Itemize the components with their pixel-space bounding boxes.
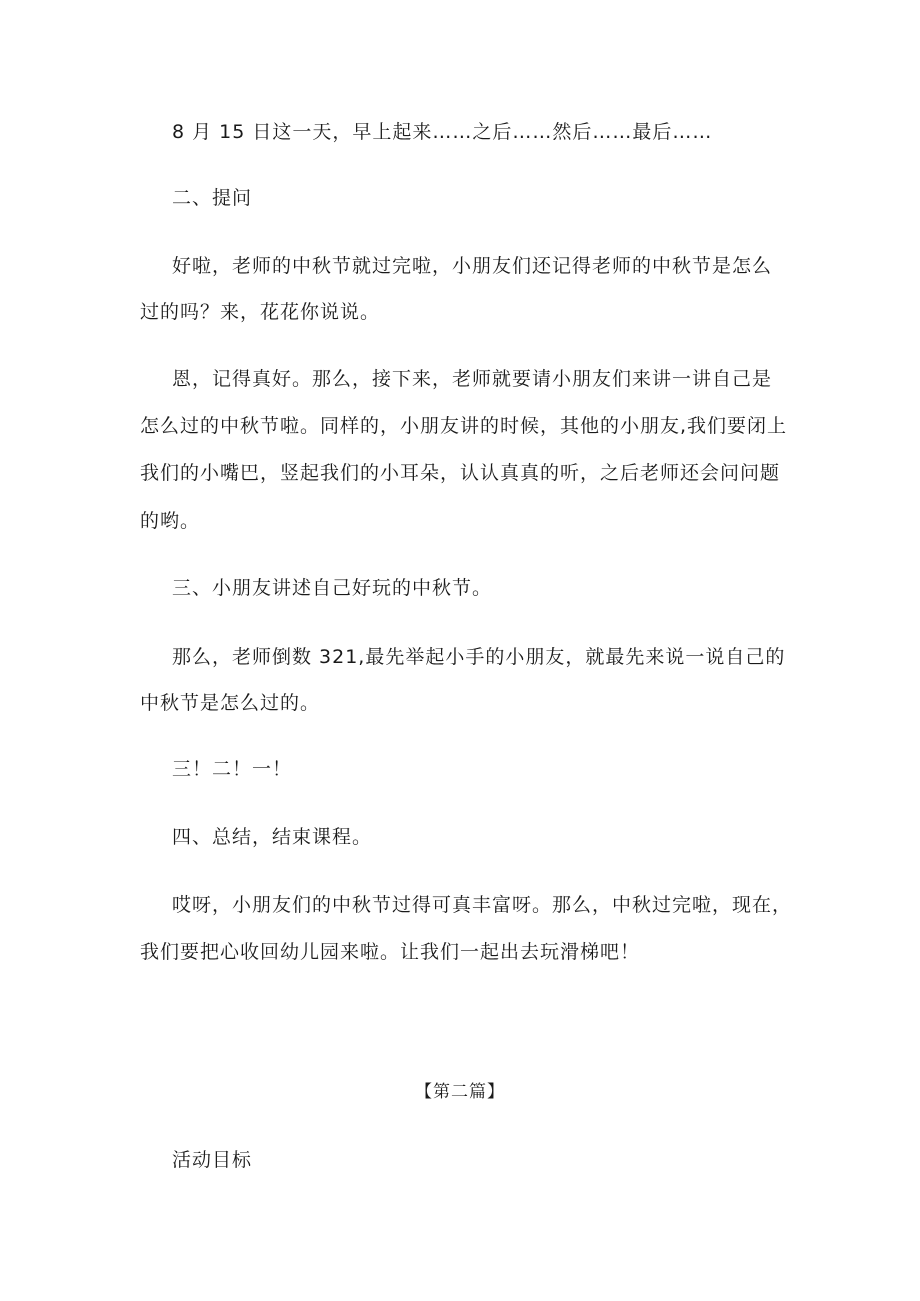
paragraph-line: 过的吗？来，花花你说说。 [140, 301, 381, 323]
section-heading-questions: 二、提问 [172, 187, 253, 209]
paragraph-line: 我们的小嘴巴，竖起我们的小耳朵，认认真真的听，之后老师还会问问题 [140, 462, 781, 484]
part-title: 【第二篇】 [415, 1082, 505, 1102]
paragraph-line: 好啦，老师的中秋节就过完啦，小朋友们还记得老师的中秋节是怎么 [172, 255, 773, 277]
paragraph-line: 的哟。 [140, 510, 201, 532]
section-heading-storytelling: 三、小朋友讲述自己好玩的中秋节。 [172, 577, 493, 599]
section-heading-activity-goals: 活动目标 [172, 1149, 253, 1171]
paragraph-line-countdown: 三！二！一！ [172, 758, 293, 780]
paragraph-line: 那么，老师倒数 321,最先举起小手的小朋友，就最先来说一说自己的 [172, 646, 786, 668]
paragraph-line: 中秋节是怎么过的。 [140, 692, 321, 714]
paragraph-line: 恩，记得真好。那么，接下来，老师就要请小朋友们来讲一讲自己是 [172, 368, 773, 390]
paragraph-line-day-sequence: 8 月 15 日这一天，早上起来……之后……然后……最后…… [172, 121, 713, 143]
section-heading-summary: 四、总结，结束课程。 [172, 826, 373, 848]
paragraph-line: 我们要把心收回幼儿园来啦。让我们一起出去玩滑梯吧！ [140, 941, 641, 963]
paragraph-line: 哎呀，小朋友们的中秋节过得可真丰富呀。那么，中秋过完啦，现在， [172, 894, 793, 916]
paragraph-line: 怎么过的中秋节啦。同样的，小朋友讲的时候，其他的小朋友,我们要闭上 [140, 415, 788, 437]
